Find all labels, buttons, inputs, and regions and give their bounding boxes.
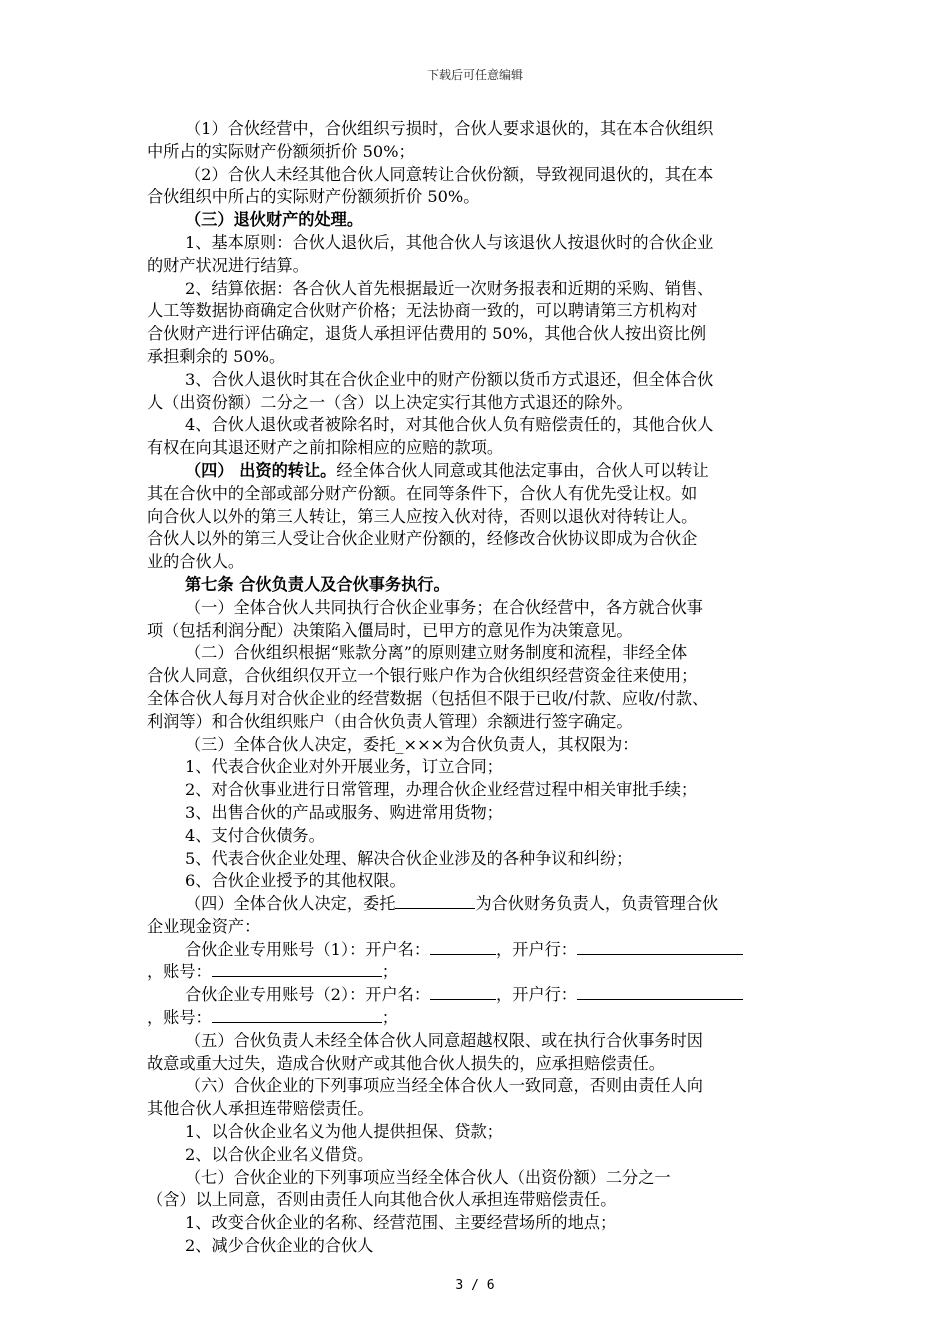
text-line bbox=[147, 460, 811, 483]
text-span: ，开户行： bbox=[496, 985, 577, 1005]
text-line: 企业现金资产： bbox=[147, 916, 261, 936]
text-line: 3、合伙人退伙时其在合伙企业中的财产份额以货币方式退还，但全体合伙 bbox=[185, 369, 714, 389]
text-line bbox=[147, 1007, 811, 1030]
text-line: 人（出资份额）二分之一（含）以上决定实行其他方式退还的除外。 bbox=[147, 392, 633, 412]
blank-field bbox=[430, 985, 496, 1000]
text-span: ； bbox=[381, 962, 398, 982]
text-line: 全体合伙人每月对合伙企业的经营数据（包括但不限于已收/付款、应收/付款、 bbox=[147, 688, 709, 708]
text-line: 的财产状况进行结算。 bbox=[147, 255, 309, 275]
text-line: 故意或重大过失，造成合伙财产或其他合伙人损失的，应承担赔偿责任。 bbox=[147, 1053, 665, 1073]
text-line: 人工等数据协商确定合伙财产价格；无法协商一致的，可以聘请第三方机构对 bbox=[147, 301, 698, 321]
text-line bbox=[147, 893, 811, 916]
blank-field bbox=[430, 940, 496, 955]
text-line: 2、减少合伙企业的合伙人 bbox=[185, 1236, 374, 1256]
text-span: ，账号： bbox=[147, 1008, 212, 1028]
blank-field bbox=[577, 985, 743, 1000]
text-line: 4、支付合伙债务。 bbox=[185, 825, 325, 845]
text-line: （二）合伙组织根据“账款分离”的原则建立财务制度和流程，非经全体 bbox=[185, 643, 688, 663]
page-number: 3 / 6 bbox=[455, 1278, 495, 1293]
text-line: 4、合伙人退伙或者被除名时，对其他合伙人负有赔偿责任的，其他合伙人 bbox=[185, 415, 714, 435]
text-span: （四）全体合伙人决定，委托 bbox=[185, 894, 396, 914]
blank-field bbox=[395, 894, 475, 909]
text-line: 2、以合伙企业名义借贷。 bbox=[185, 1144, 374, 1164]
text-line: 承担剩余的 50%。 bbox=[147, 346, 286, 366]
text-line: 1、基本原则：合伙人退伙后，其他合伙人与该退伙人按退伙时的合伙企业 bbox=[185, 232, 714, 252]
blank-field bbox=[212, 1008, 382, 1023]
text-line: （一）全体合伙人共同执行合伙企业事务；在合伙经营中，各方就合伙事 bbox=[185, 597, 703, 617]
text-line: 合伙人以外的第三人受让合伙企业财产份额的，经修改合伙协议即成为合伙企 bbox=[147, 529, 698, 549]
text-line: 6、合伙企业授予的其他权限。 bbox=[185, 871, 406, 891]
blank-field bbox=[577, 940, 743, 955]
text-span: 经全体合伙人同意或其他法定事由，合伙人可以转让 bbox=[336, 460, 709, 480]
text-line: 向合伙人以外的第三人转让，第三人应按入伙对待，否则以退伙对待转让人。 bbox=[147, 506, 698, 526]
text-line: （含）以上同意，否则由责任人向其他合伙人承担连带赔偿责任。 bbox=[147, 1190, 617, 1210]
section-heading: （三）退伙财产的处理。 bbox=[185, 210, 364, 230]
text-line: 2、对合伙事业进行日常管理，办理合伙企业经营过程中相关审批手续； bbox=[185, 780, 698, 800]
text-span: ，开户行： bbox=[496, 939, 577, 959]
text-span: ； bbox=[381, 1008, 398, 1028]
text-line: 项（包括利润分配）决策陷入僵局时，已甲方的意见作为决策意见。 bbox=[147, 620, 633, 640]
text-line: 合伙人同意，合伙组织仅开立一个银行账户作为合伙组织经营资金往来使用； bbox=[147, 666, 698, 686]
text-span: 合伙企业专用账号（2）：开户名： bbox=[185, 985, 431, 1005]
text-line: 其在合伙中的全部或部分财产份额。在同等条件下，合伙人有优先受让权。如 bbox=[147, 483, 698, 503]
text-line: （2）合伙人未经其他合伙人同意转让合伙份额，导致视同退伙的，其在本 bbox=[185, 164, 714, 184]
text-line: 合伙组织中所占的实际财产份额须折价 50%。 bbox=[147, 187, 480, 207]
text-line: （五）合伙负责人未经全体合伙人同意超越权限、或在执行合伙事务时因 bbox=[185, 1030, 703, 1050]
blank-field bbox=[212, 962, 382, 977]
text-line: 1、改变合伙企业的名称、经营范围、主要经营场所的地点； bbox=[185, 1213, 617, 1233]
text-line: 5、代表合伙企业处理、解决合伙企业涉及的各种争议和纠纷； bbox=[185, 848, 633, 868]
text-line: 1、代表合伙企业对外开展业务，订立合同； bbox=[185, 757, 503, 777]
text-line: 业的合伙人。 bbox=[147, 552, 245, 572]
text-span: ，账号： bbox=[147, 962, 212, 982]
text-line: 3、出售合伙的产品或服务、购进常用货物； bbox=[185, 802, 503, 822]
text-line bbox=[147, 984, 811, 1007]
text-line: 中所占的实际财产份额须折价 50%； bbox=[147, 141, 415, 161]
section-heading: （四） 出资的转让。 bbox=[185, 460, 337, 480]
text-line: （七）合伙企业的下列事项应当经全体合伙人（出资份额）二分之一 bbox=[185, 1167, 671, 1187]
document-body bbox=[147, 118, 811, 1258]
text-line: （六）合伙企业的下列事项应当经全体合伙人一致同意，否则由责任人向 bbox=[185, 1076, 703, 1096]
page-header: 下载后可任意编辑 bbox=[426, 68, 523, 82]
text-line: 有权在向其退还财产之前扣除相应的应赔的款项。 bbox=[147, 438, 504, 458]
text-span: 为合伙财务负责人，负责管理合伙 bbox=[475, 894, 719, 914]
text-line: 1、以合伙企业名义为他人提供担保、贷款； bbox=[185, 1122, 503, 1142]
text-line: 合伙财产进行评估确定，退货人承担评估费用的 50%，其他合伙人按出资比例 bbox=[147, 324, 707, 344]
text-line: 2、结算依据：各合伙人首先根据最近一次财务报表和近期的采购、销售、 bbox=[185, 278, 714, 298]
text-line: 其他合伙人承担连带赔偿责任。 bbox=[147, 1099, 374, 1119]
text-line bbox=[147, 939, 811, 962]
text-line: （三）全体合伙人决定，委托_×××为合伙负责人，其权限为： bbox=[185, 734, 639, 754]
article-heading: 第七条 合伙负责人及合伙事务执行。 bbox=[185, 574, 450, 594]
text-line bbox=[147, 961, 811, 984]
text-line: 利润等）和合伙组织账户（由合伙负责人管理）余额进行签字确定。 bbox=[147, 711, 633, 731]
text-span: 合伙企业专用账号（1）：开户名： bbox=[185, 939, 431, 959]
text-line: （1）合伙经营中，合伙组织亏损时，合伙人要求退伙的，其在本合伙组织 bbox=[185, 119, 714, 138]
